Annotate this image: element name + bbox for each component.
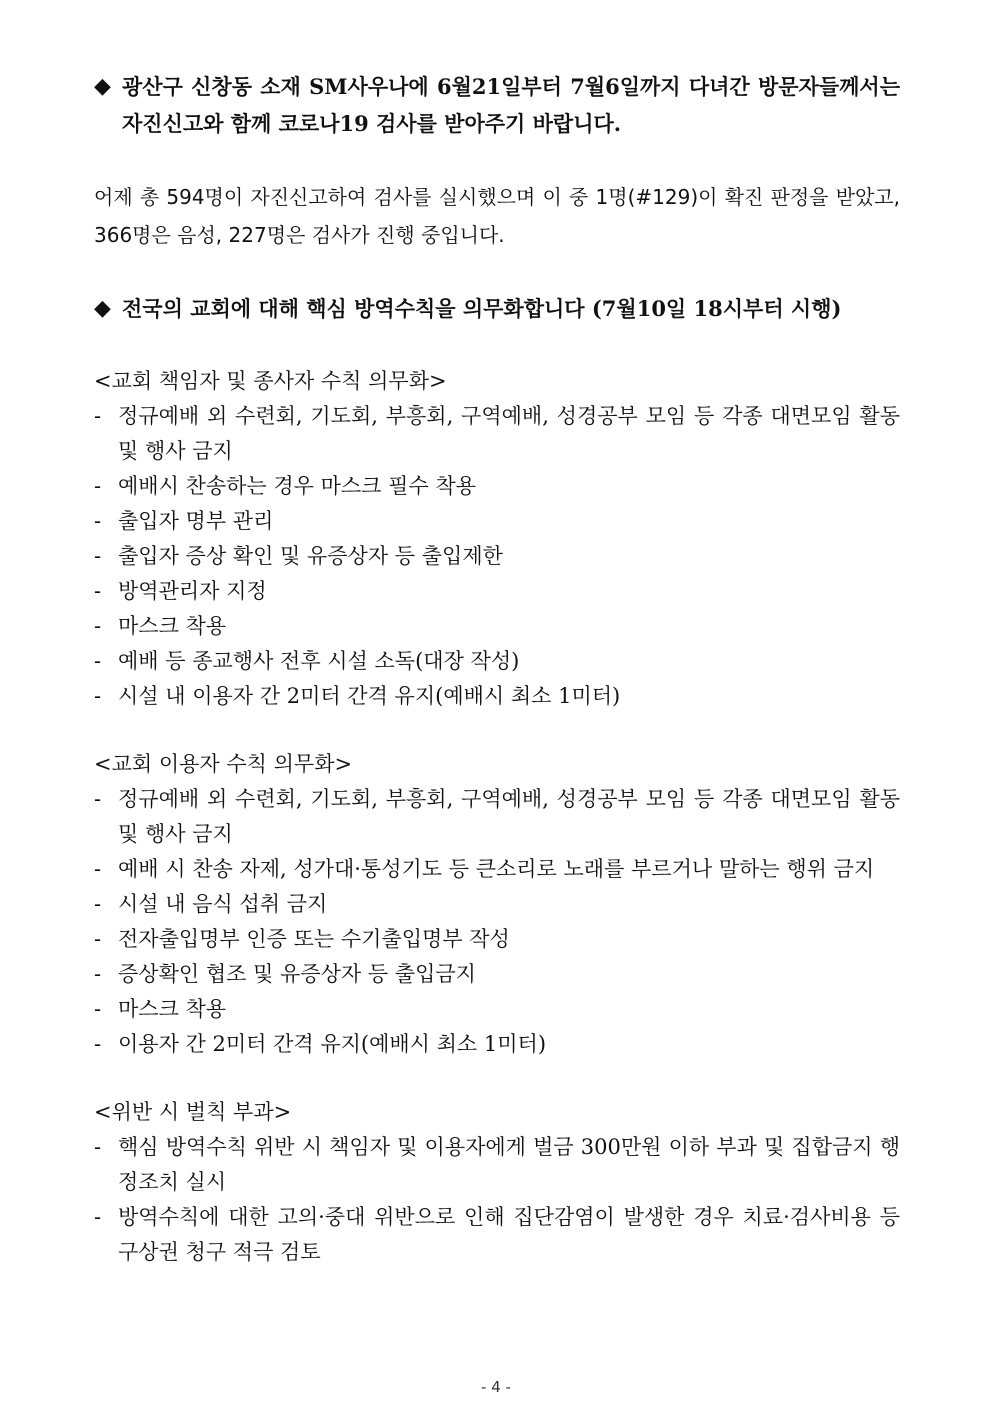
dash-bullet: - (94, 474, 102, 498)
section-title-penalties: <위반 시 벌칙 부과> (94, 1100, 292, 1124)
dash-bullet: - (94, 649, 102, 673)
list-item: - 방역관리자 지정 (94, 574, 900, 609)
section-title-user-rules: <교회 이용자 수칙 의무화> (94, 752, 353, 776)
dash-bullet: - (94, 579, 102, 603)
diamond-bullet-icon: ◆ (94, 73, 111, 99)
penalties-list (94, 1130, 900, 1270)
dash-bullet: - (94, 1205, 102, 1229)
dash-bullet: - (94, 1135, 102, 1159)
dash-bullet: - (94, 544, 102, 568)
dash-bullet: - (94, 927, 102, 951)
list-item: - 출입자 명부 관리 (94, 504, 900, 539)
list-item: - 예배 등 종교행사 전후 시설 소독(대장 작성) (94, 644, 900, 679)
notice-sm-sauna-text: 광산구 신창동 소재 SM사우나에 6월21일부터 7월6일까지 다녀간 방문자들께서는 자진신고와 함께 코로나19 검사를 받아주기 바랍니다. (122, 74, 900, 136)
list-item: - 방역수칙에 대한 고의·중대 위반으로 인해 집단감염이 발생한 경우 치료·검사비용 등 구상권 청구 적극 검토 (94, 1200, 900, 1270)
dash-bullet: - (94, 787, 102, 811)
list-item: - 시설 내 이용자 간 2미터 간격 유지(예배시 최소 1미터) (94, 679, 900, 714)
dash-bullet: - (94, 684, 102, 708)
list-item: - 예배시 찬송하는 경우 마스크 필수 착용 (94, 469, 900, 504)
user-rules-list (94, 782, 900, 1062)
list-item: - 전자출입명부 인증 또는 수기출입명부 작성 (94, 922, 900, 957)
staff-rules-list (94, 399, 900, 714)
list-item: - 이용자 간 2미터 간격 유지(예배시 최소 1미터) (94, 1027, 900, 1062)
notice-church-rules-text: 전국의 교회에 대해 핵심 방역수칙을 의무화합니다 (7월10일 18시부터 시행) (122, 296, 842, 321)
dash-bullet: - (94, 857, 102, 881)
dash-bullet: - (94, 962, 102, 986)
list-item: - 핵심 방역수칙 위반 시 책임자 및 이용자에게 벌금 300만원 이하 부과 및 집합금지 행정조치 실시 (94, 1130, 900, 1200)
dash-bullet: - (94, 997, 102, 1021)
test-result-paragraph: 어제 총 594명이 자진신고하여 검사를 실시했으며 이 중 1명(#129)이 확진 판정을 받았고, 366명은 음성, 227명은 검사가 진행 중입니다. (94, 185, 900, 247)
list-item: - 출입자 증상 확인 및 유증상자 등 출입제한 (94, 539, 900, 574)
dash-bullet: - (94, 1032, 102, 1056)
list-item: - 시설 내 음식 섭취 금지 (94, 887, 900, 922)
diamond-bullet-icon: ◆ (94, 295, 111, 321)
notice-sm-sauna (94, 68, 900, 142)
section-title-staff-rules: <교회 책임자 및 종사자 수칙 의무화> (94, 369, 447, 393)
list-item: - 마스크 착용 (94, 992, 900, 1027)
list-item: - 정규예배 외 수련회, 기도회, 부흥회, 구역예배, 성경공부 모임 등 각종 대면모임 활동 및 행사 금지 (94, 399, 900, 469)
list-item: - 증상확인 협조 및 유증상자 등 출입금지 (94, 957, 900, 992)
list-item: - 마스크 착용 (94, 609, 900, 644)
dash-bullet: - (94, 404, 102, 428)
page-number: - 4 - (481, 1378, 511, 1396)
notice-church-rules (94, 290, 900, 327)
dash-bullet: - (94, 509, 102, 533)
list-item: - 정규예배 외 수련회, 기도회, 부흥회, 구역예배, 성경공부 모임 등 각종 대면모임 활동 및 행사 금지 (94, 782, 900, 852)
dash-bullet: - (94, 892, 102, 916)
document-page (94, 68, 900, 1270)
list-item: - 예배 시 찬송 자제, 성가대·통성기도 등 큰소리로 노래를 부르거나 말하는 행위 금지 (94, 852, 900, 887)
dash-bullet: - (94, 614, 102, 638)
